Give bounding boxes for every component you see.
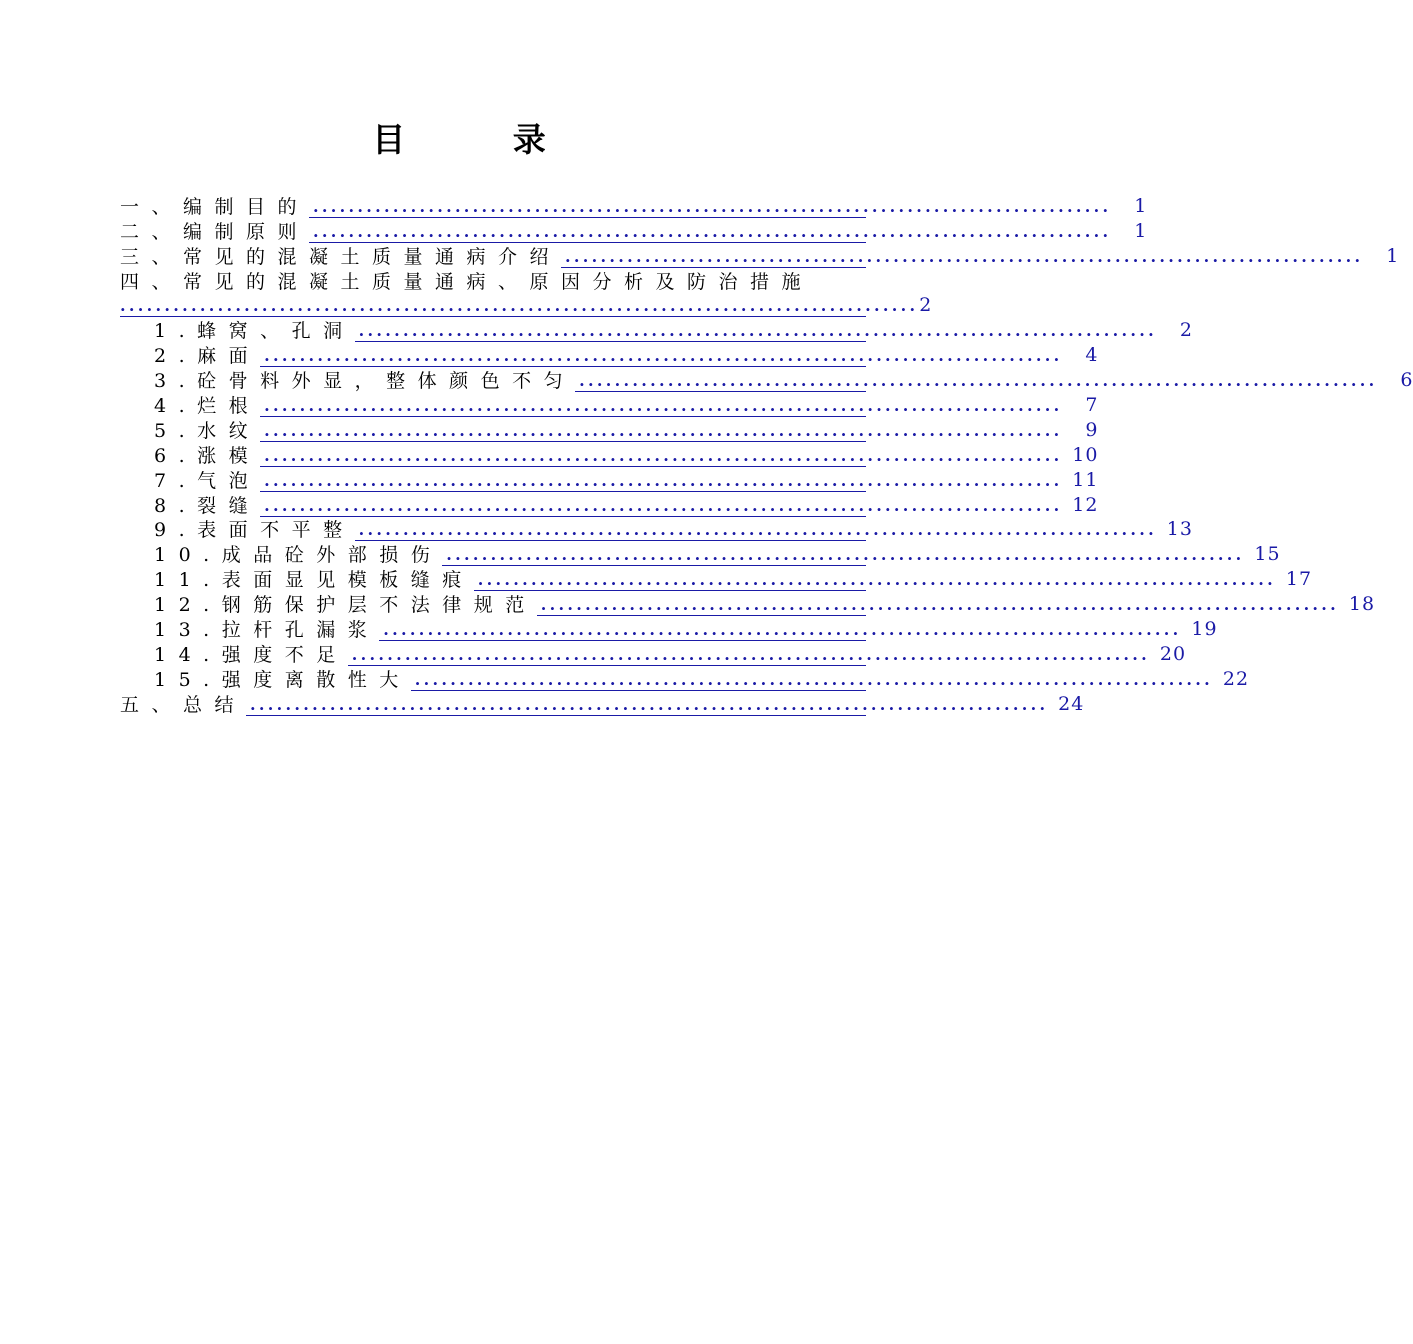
toc-leader-dots: .......................................................................................... (120, 296, 919, 316)
toc-entry (120, 218, 1148, 243)
toc-entry-label: 11.表面显见模板缝痕 (154, 569, 474, 592)
toc-page-number: 12 (1072, 493, 1099, 516)
toc-page-number: 11 (1072, 468, 1099, 491)
toc-page-number: 9 (1085, 418, 1099, 441)
toc-page-number: 17 (1285, 568, 1313, 591)
toc-entry-link[interactable] (355, 518, 1193, 541)
toc-entry-label: 3.砼骨料外显，整体颜色不匀 (154, 370, 576, 393)
toc-entry (120, 616, 1218, 642)
toc-entry-label: 10.成品砼外部损伤 (154, 544, 443, 567)
toc-leader-dots: .......................................................................................... (477, 570, 1277, 590)
toc-entry-link[interactable] (379, 618, 1218, 641)
toc-entry (120, 193, 1148, 218)
toc-entry-label: 五、总结 (120, 693, 247, 716)
toc-leader-dots: .......................................................................................... (540, 595, 1340, 615)
toc-entry-link[interactable] (309, 219, 1148, 243)
toc-leader-dots: .......................................................................................... (313, 196, 1112, 216)
toc-page-number: 24 (1058, 692, 1085, 715)
toc-entry-link[interactable] (260, 493, 1099, 517)
toc-leader-dots: .......................................................................................... (313, 221, 1112, 241)
toc-entry-link[interactable] (260, 418, 1099, 442)
toc-page-number: 2 (919, 294, 933, 317)
toc-entry (120, 492, 1099, 517)
toc-leader-dots: .......................................................................................... (565, 246, 1364, 266)
toc-entry (120, 268, 866, 293)
toc-entry (120, 317, 1193, 343)
toc-title: 目 录 (372, 120, 594, 159)
toc-entry-label: 7.气泡 (154, 469, 261, 492)
toc-entry-label: 2.麻面 (154, 345, 261, 368)
toc-entry-link[interactable] (120, 294, 933, 317)
toc-entry-label: 14.强度不足 (154, 643, 348, 666)
toc-entry (120, 417, 1099, 442)
toc-entry-label: 二、编制原则 (120, 220, 310, 243)
toc-entry (120, 641, 1187, 666)
toc-entry-link[interactable] (260, 344, 1099, 367)
toc-entry-label: 8.裂缝 (154, 494, 261, 517)
toc-page-number: 13 (1166, 518, 1193, 541)
toc-entry-label: 6.涨模 (154, 444, 261, 467)
toc-page-number: 18 (1348, 593, 1376, 616)
toc-entry (120, 442, 1099, 467)
toc-entry (120, 392, 1099, 418)
toc-page-number: 4 (1085, 344, 1099, 367)
toc-entry-label: 1.蜂窝、孔洞 (154, 320, 355, 343)
toc-page-number: 7 (1085, 394, 1099, 417)
toc-entry (120, 467, 1099, 492)
toc-entry-link[interactable] (561, 244, 1400, 268)
toc-leader-dots: .......................................................................................... (250, 694, 1049, 714)
toc-entry-link[interactable] (575, 369, 1413, 392)
toc-entry-continuation (120, 293, 933, 318)
toc-leader-dots: .......................................................................................... (383, 620, 1182, 640)
toc-leader-dots: .......................................................................................... (264, 445, 1063, 465)
toc-entry-label: 12.钢筋保护层不法律规范 (154, 594, 537, 617)
toc-entry-link[interactable] (442, 543, 1281, 566)
toc-entry-label: 9.表面不平整 (154, 519, 355, 542)
table-of-contents (120, 193, 1413, 716)
toc-page-number: 15 (1254, 543, 1281, 566)
toc-page-number: 10 (1072, 443, 1099, 466)
toc-entry-link[interactable] (355, 319, 1193, 342)
toc-entry (120, 243, 1400, 268)
toc-entry-link[interactable] (348, 642, 1187, 666)
toc-leader-dots: .......................................................................................... (264, 396, 1063, 416)
toc-leader-dots: .......................................................................................... (579, 371, 1378, 391)
toc-entry-label: 四、常见的混凝土质量通病、原因分析及防治措施 (120, 270, 814, 293)
toc-entry (120, 342, 1099, 368)
toc-entry (120, 367, 1413, 393)
toc-entry-link[interactable] (260, 443, 1099, 467)
toc-leader-dots: .......................................................................................... (351, 644, 1151, 664)
toc-leader-dots: .......................................................................................... (264, 495, 1063, 515)
toc-entry-link[interactable] (537, 593, 1376, 616)
toc-entry-label: 4.烂根 (154, 395, 261, 418)
toc-page-number: 1 (1134, 219, 1148, 242)
toc-page-number: 20 (1159, 642, 1187, 665)
toc-entry-link[interactable] (246, 692, 1085, 716)
toc-leader-dots: .......................................................................................... (358, 520, 1157, 540)
toc-entry (120, 517, 1193, 542)
toc-entry (120, 691, 1085, 716)
toc-entry (120, 591, 1376, 617)
toc-entry-link[interactable] (474, 568, 1313, 591)
toc-entry (120, 541, 1281, 567)
toc-page-number: 1 (1386, 244, 1400, 267)
toc-entry-label: 13.拉杆孔漏浆 (154, 619, 380, 642)
toc-page-number: 19 (1191, 618, 1218, 641)
toc-entry-link[interactable] (411, 667, 1250, 691)
toc-entry-link[interactable] (309, 194, 1148, 218)
toc-leader-dots: .......................................................................................... (414, 669, 1214, 689)
toc-entry-label: 5.水纹 (154, 419, 261, 442)
toc-entry (120, 666, 1250, 691)
toc-entry (120, 566, 1313, 592)
toc-entry-label: 一、编制目的 (120, 195, 310, 218)
toc-leader-dots: .......................................................................................... (446, 545, 1245, 565)
toc-page-number: 6 (1400, 369, 1413, 392)
toc-entry-label: 15.强度离散性大 (154, 668, 411, 691)
toc-entry-label: 三、常见的混凝土质量通病介绍 (120, 245, 562, 268)
toc-page-number: 1 (1134, 194, 1148, 217)
toc-leader-dots: .......................................................................................... (264, 346, 1063, 366)
toc-page-number: 2 (1179, 319, 1193, 342)
toc-leader-dots: .......................................................................................... (358, 321, 1157, 341)
toc-leader-dots: .......................................................................................... (264, 470, 1063, 490)
toc-entry-link[interactable] (260, 468, 1099, 492)
toc-leader-dots: .......................................................................................... (264, 420, 1063, 440)
toc-page-number: 22 (1222, 667, 1250, 690)
toc-entry-link[interactable] (260, 394, 1099, 417)
